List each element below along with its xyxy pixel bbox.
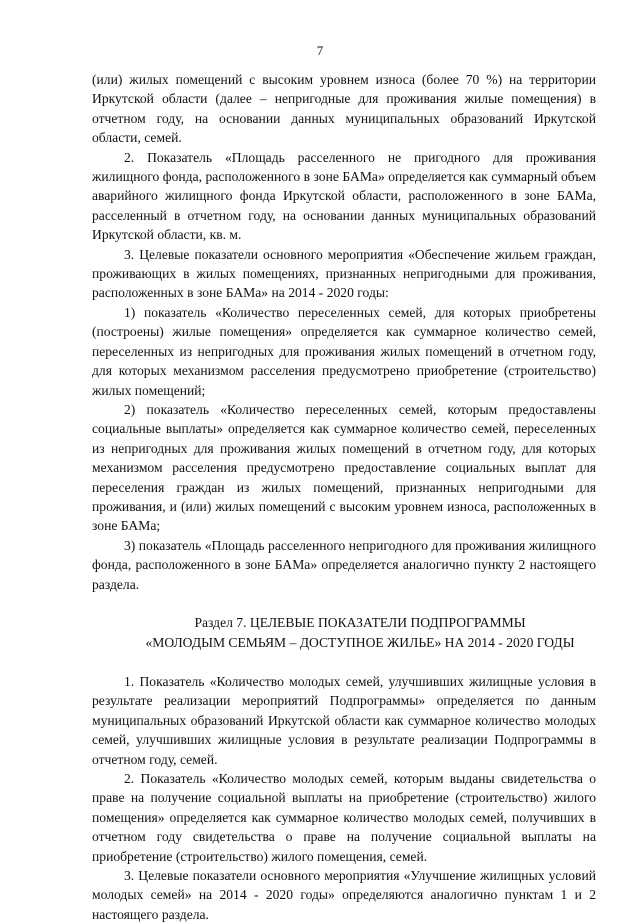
section-paragraph-1: 1. Показатель «Количество молодых семей, улучшивших жилищные условия в результате реализации мероприятий Подпрограммы» определяется по данным муниципальных образований Иркутской области как суммарное количество молодых семей, улучшивших жилищные условия в результате реализации Подпрограммы в отчетном году, семей.	[92, 673, 596, 767]
paragraph-item-2: 2. Показатель «Площадь расселенного не пригодного для проживания жилищного фонда, расположенного в зоне БАМа» определяется как суммарный объем аварийного жилищного фонда Иркутской области, расположенного в зоне БАМа, расселенный в отчетном году, на основании данных муниципальных образований Иркутской области, кв. м.	[92, 149, 596, 243]
document-body	[92, 70, 596, 924]
page-number: 7	[316, 43, 324, 58]
section-gap-top	[92, 594, 596, 613]
paragraph-subitem-2: 2) показатель «Количество переселенных семей, которым предоставлены социальные выплаты» определяется как суммарное количество семей, переселенных из непригодных для проживания жилых помещений в отчетном году, для которых механизмом расселения предусмотрено предоставление социальных выплат для переселения граждан из жилых помещений, признанных непригодными для проживания, и (или) жилых помещений с высоким уровнем износа, расположенных в зоне БАМа;	[92, 401, 596, 534]
section-gap-bottom	[92, 653, 596, 672]
paragraph-subitem-1: 1) показатель «Количество переселенных семей, для которых приобретены (построены) жилые помещения» определяется как суммарное количество семей, переселенных из непригодных для проживания жилых помещений в отчетном году, для которых механизмом расселения предусмотрено приобретение (строительство) жилых помещений;	[92, 304, 596, 398]
section-paragraph-2: 2. Показатель «Количество молодых семей, которым выданы свидетельства о праве на получение социальной выплаты на приобретение (строительство) жилого помещения» определяется как суммарное количество молодых семей, получивших в отчетном году свидетельства о праве на получение социальной выплаты на приобретение (строительство) жилого помещения, семей.	[92, 771, 596, 864]
section-heading-line-1: Раздел 7. ЦЕЛЕВЫЕ ПОКАЗАТЕЛИ ПОДПРОГРАММЫ	[194, 614, 526, 630]
section-heading	[92, 613, 596, 653]
paragraph-subitem-3: 3) показатель «Площадь расселенного непригодного для проживания жилищного фонда, расположенного в зоне БАМа» определяется аналогично пункту 2 настоящего раздела.	[92, 537, 596, 592]
paragraph-item-3: 3. Целевые показатели основного мероприятия «Обеспечение жильем граждан, проживающих в жилых помещениях, признанных непригодными для проживания, расположенных в зоне БАМа» на 2014 - 2020 годы:	[92, 246, 596, 301]
section-paragraph-3: 3. Целевые показатели основного мероприятия «Улучшение жилищных условий молодых семей» на 2014 - 2020 годы» определяются аналогично пунктам 1 и 2 настоящего раздела.	[92, 868, 596, 922]
paragraph-continuation: (или) жилых помещений с высоким уровнем износа (более 70 %) на территории Иркутской области (далее – непригодные для проживания жилые помещения) в отчетном году, на основании данных муниципальных образований Иркутской области, семей.	[92, 72, 596, 146]
section-heading-line-2: «МОЛОДЫМ СЕМЬЯМ – ДОСТУПНОЕ ЖИЛЬЕ» НА 2014 - 2020 ГОДЫ	[145, 634, 575, 650]
